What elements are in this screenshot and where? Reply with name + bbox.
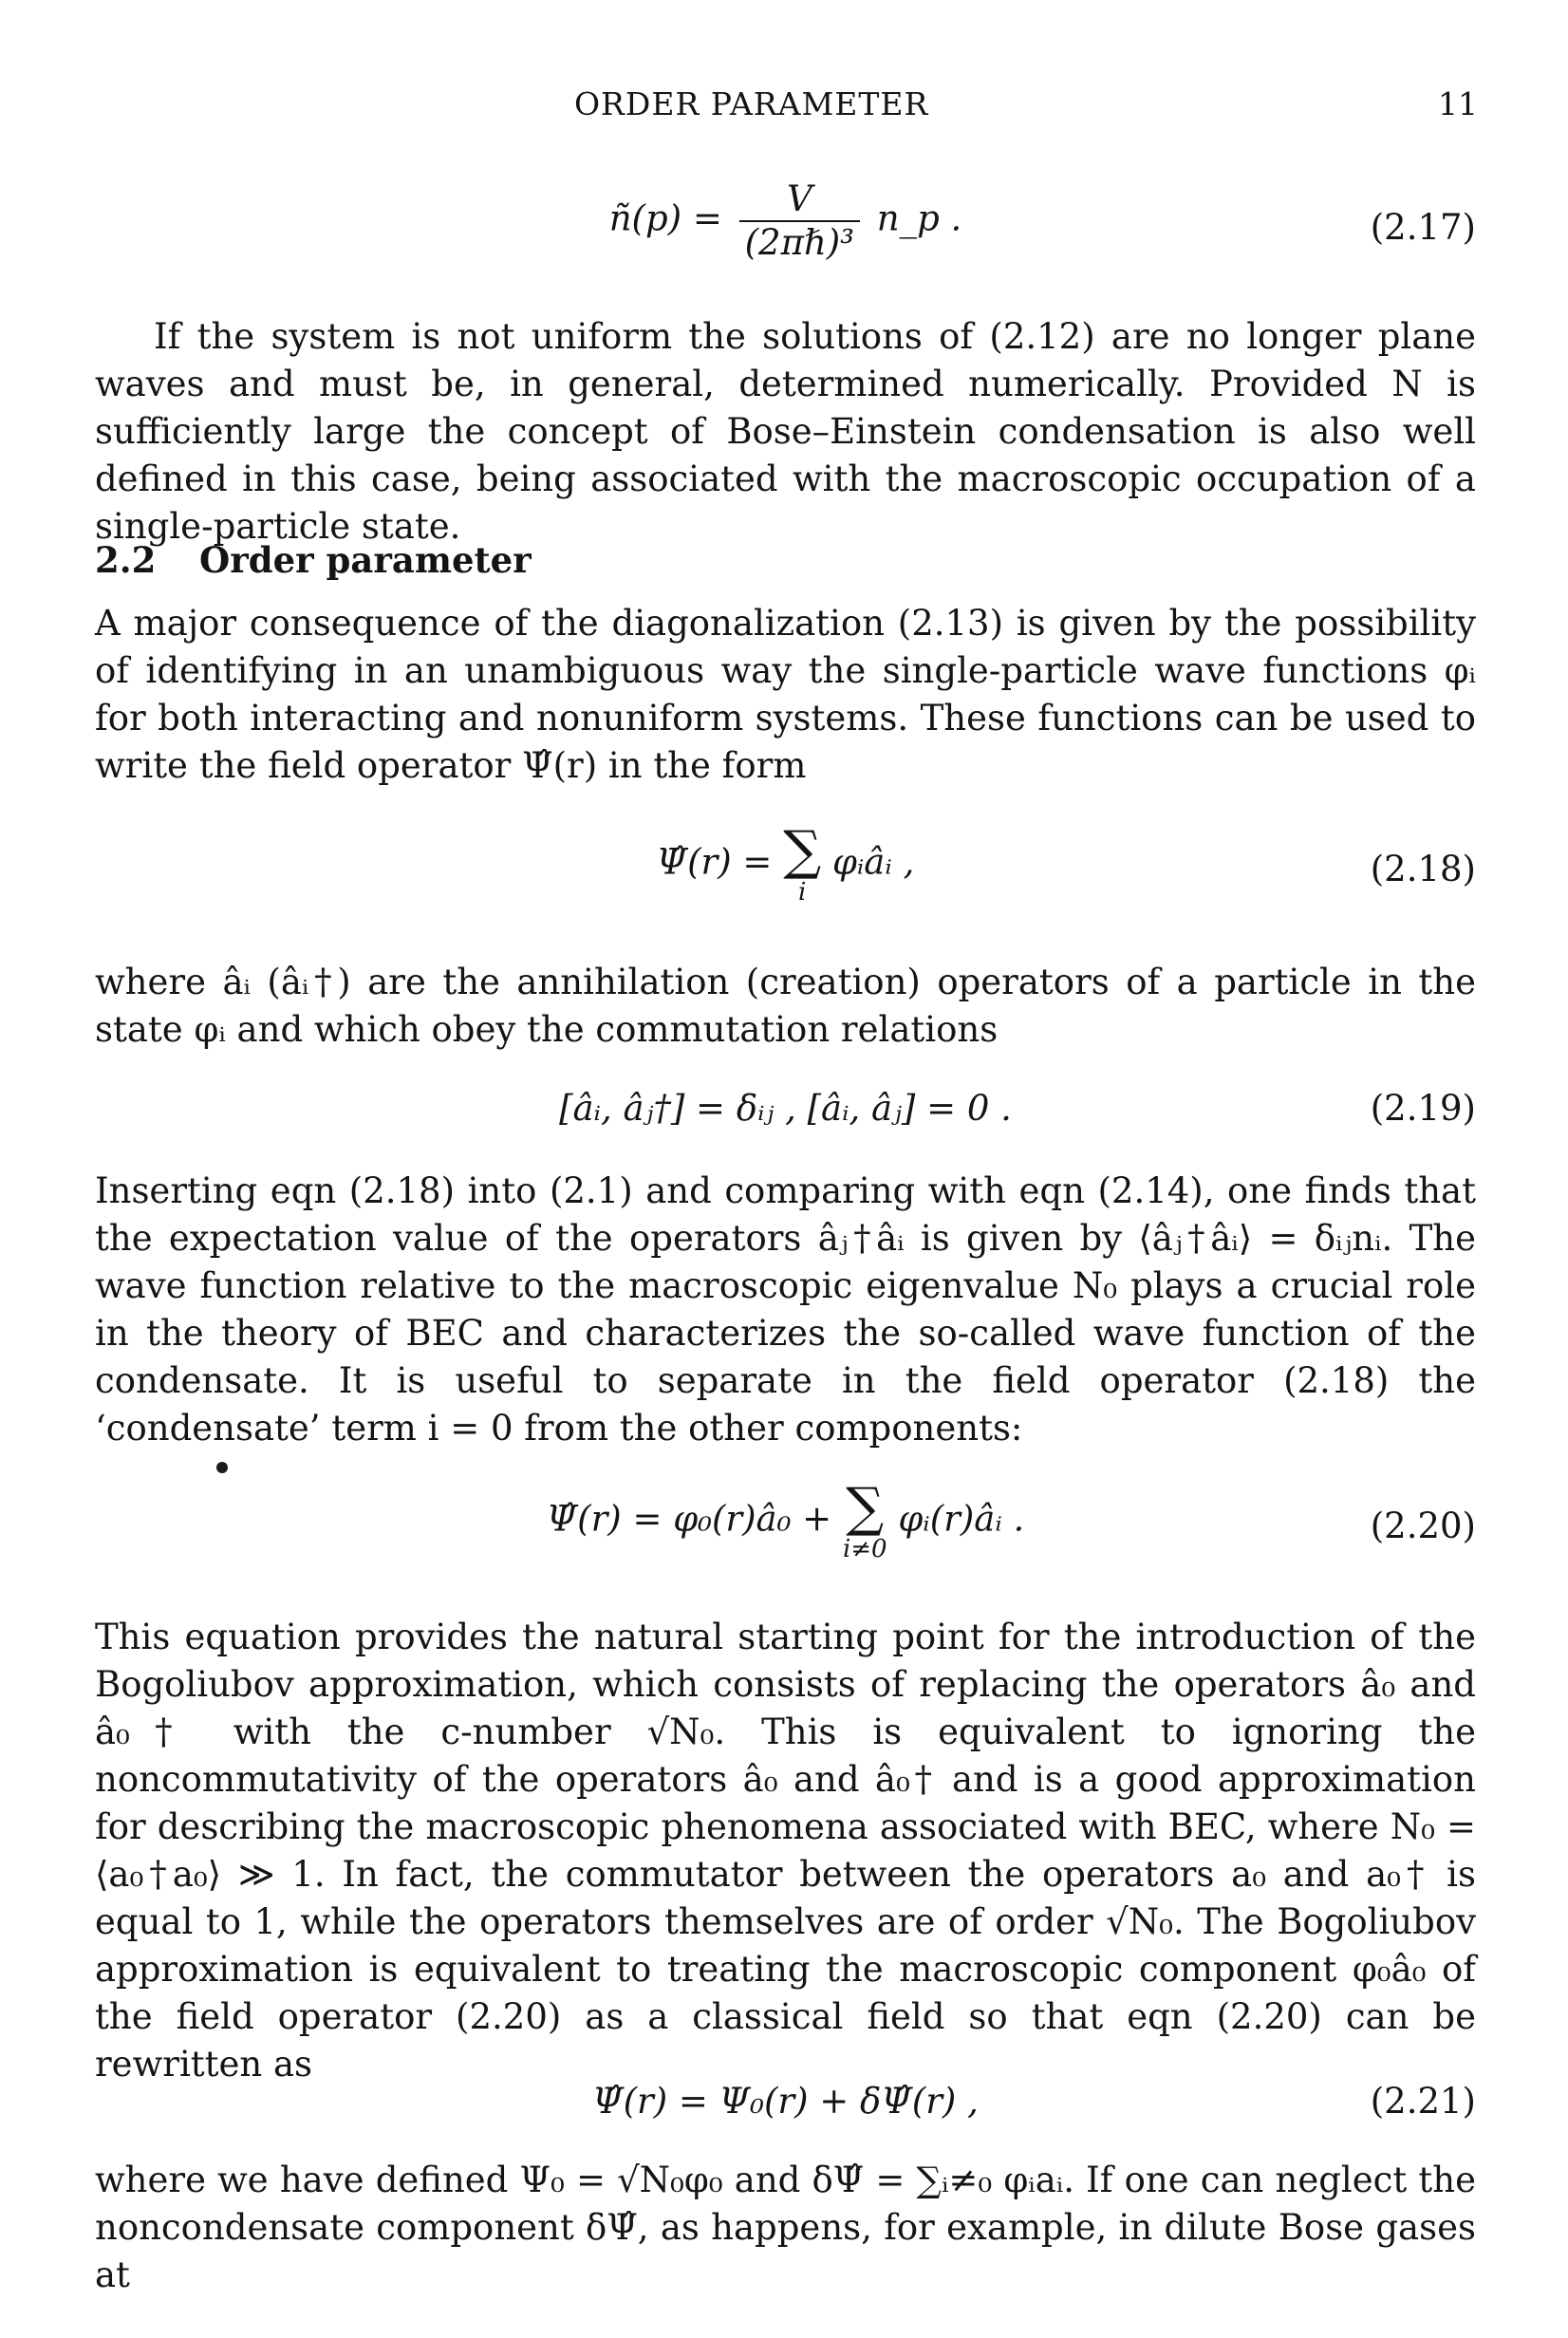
eq-2-21-number: (2.21) bbox=[1370, 2081, 1476, 2122]
paragraph-diagonalization: A major consequence of the diagonalization (2.13) is given by the possibility of identifying in an unambiguous way the single-particle wave functions φᵢ for both interacting and nonuniform systems. These functions can be used to write the field operator Ψ̂(r) in the form bbox=[95, 603, 1476, 786]
eq-2-18-rhs: φᵢâᵢ , bbox=[831, 841, 915, 883]
sum-symbol: ∑ bbox=[783, 820, 822, 882]
equation-2-18 bbox=[95, 820, 1476, 907]
sum-operator bbox=[842, 1477, 887, 1563]
section-heading bbox=[95, 539, 532, 581]
running-title: ORDER PARAMETER bbox=[574, 85, 929, 122]
eq-2-20-lhs: Ψ̂(r) = φ₀(r)â₀ + bbox=[546, 1498, 832, 1540]
eq-2-17-lhs: ñ(p) = bbox=[608, 197, 722, 239]
eq-2-21-body: Ψ̂(r) = Ψ₀(r) + δΨ̂(r) , bbox=[592, 2081, 979, 2122]
equation-2-20 bbox=[95, 1477, 1476, 1563]
equation-2-19 bbox=[95, 1082, 1476, 1158]
eq-2-20-number: (2.20) bbox=[1370, 1506, 1476, 1546]
sum-index: i≠0 bbox=[842, 1535, 887, 1563]
eq-2-17-numerator: V bbox=[739, 178, 860, 222]
paragraph-nonuniform-systems: If the system is not uniform the solutions of (2.12) are no longer plane waves and must be, in general, determined numerically. Provided N is sufficiently large the concept of Bose–Einstein condensation is also well defined in this case, being associated with the macroscopic occupation of a single-particle state. bbox=[95, 316, 1476, 547]
ink-smudge bbox=[216, 1462, 228, 1473]
eq-2-17-fraction bbox=[739, 178, 860, 264]
eq-2-17-number: (2.17) bbox=[1370, 207, 1476, 248]
running-head bbox=[0, 85, 1568, 133]
eq-2-19-number: (2.19) bbox=[1370, 1088, 1476, 1129]
sum-symbol: ∑ bbox=[846, 1477, 885, 1539]
section-title: Order parameter bbox=[199, 539, 532, 581]
equation-2-21 bbox=[95, 2075, 1476, 2151]
paragraph-definitions: where we have defined Ψ₀ = √N₀φ₀ and δΨ̂ = ∑ᵢ≠₀ φᵢaᵢ. If one can neglect the noncondensate component δΨ̂, as happens, for example, in dilute Bose gases at bbox=[95, 2160, 1476, 2295]
equation-2-17 bbox=[95, 178, 1476, 263]
eq-2-17-rhs: n_p . bbox=[876, 197, 962, 239]
eq-2-20-rhs: φᵢ(r)âᵢ . bbox=[898, 1498, 1025, 1540]
eq-2-17-denominator: (2πℏ)³ bbox=[744, 222, 854, 263]
eq-2-18-number: (2.18) bbox=[1370, 849, 1476, 889]
section-number: 2.2 bbox=[95, 539, 157, 581]
paragraph-expectation-value: Inserting eqn (2.18) into (2.1) and comparing with eqn (2.14), one finds that the expectation value of the operators âⱼ†âᵢ is given by ⟨âⱼ†âᵢ⟩ = δᵢⱼnᵢ. The wave function relative to the macroscopic eigenvalue N₀ plays a crucial role in the theory of BEC and characterizes the so-called wave function of the condensate. It is useful to separate in the field operator (2.18) the ‘condensate’ term i = 0 from the other components: bbox=[95, 1170, 1476, 1449]
paragraph-bogoliubov: This equation provides the natural starting point for the introduction of the Bogoliubov approximation, which consists of replacing the operators â₀ and â₀† with the c-number √N₀. This is equivalent to ignoring the noncommutativity of the operators â₀ and â₀† and is a good approximation for describing the macroscopic phenomena associated with BEC, where N₀ = ⟨a₀†a₀⟩ ≫ 1. In fact, the commutator between the operators a₀ and a₀† is equal to 1, while the operators themselves are of order √N₀. The Bogoliubov approximation is equivalent to treating the macroscopic component φ₀â₀ of the field operator (2.20) as a classical field so that eqn (2.20) can be rewritten as bbox=[95, 1617, 1476, 2085]
eq-2-19-body: [âᵢ, âⱼ†] = δᵢⱼ , [âᵢ, âⱼ] = 0 . bbox=[559, 1088, 1012, 1129]
page-number: 11 bbox=[1438, 85, 1478, 122]
eq-2-18-lhs: Ψ̂(r) = bbox=[656, 841, 773, 883]
sum-index: i bbox=[798, 878, 807, 907]
paragraph-operators: where âᵢ (âᵢ†) are the annihilation (creation) operators of a particle in the state φᵢ and which obey the commutation relations bbox=[95, 962, 1476, 1050]
sum-operator bbox=[783, 820, 822, 907]
